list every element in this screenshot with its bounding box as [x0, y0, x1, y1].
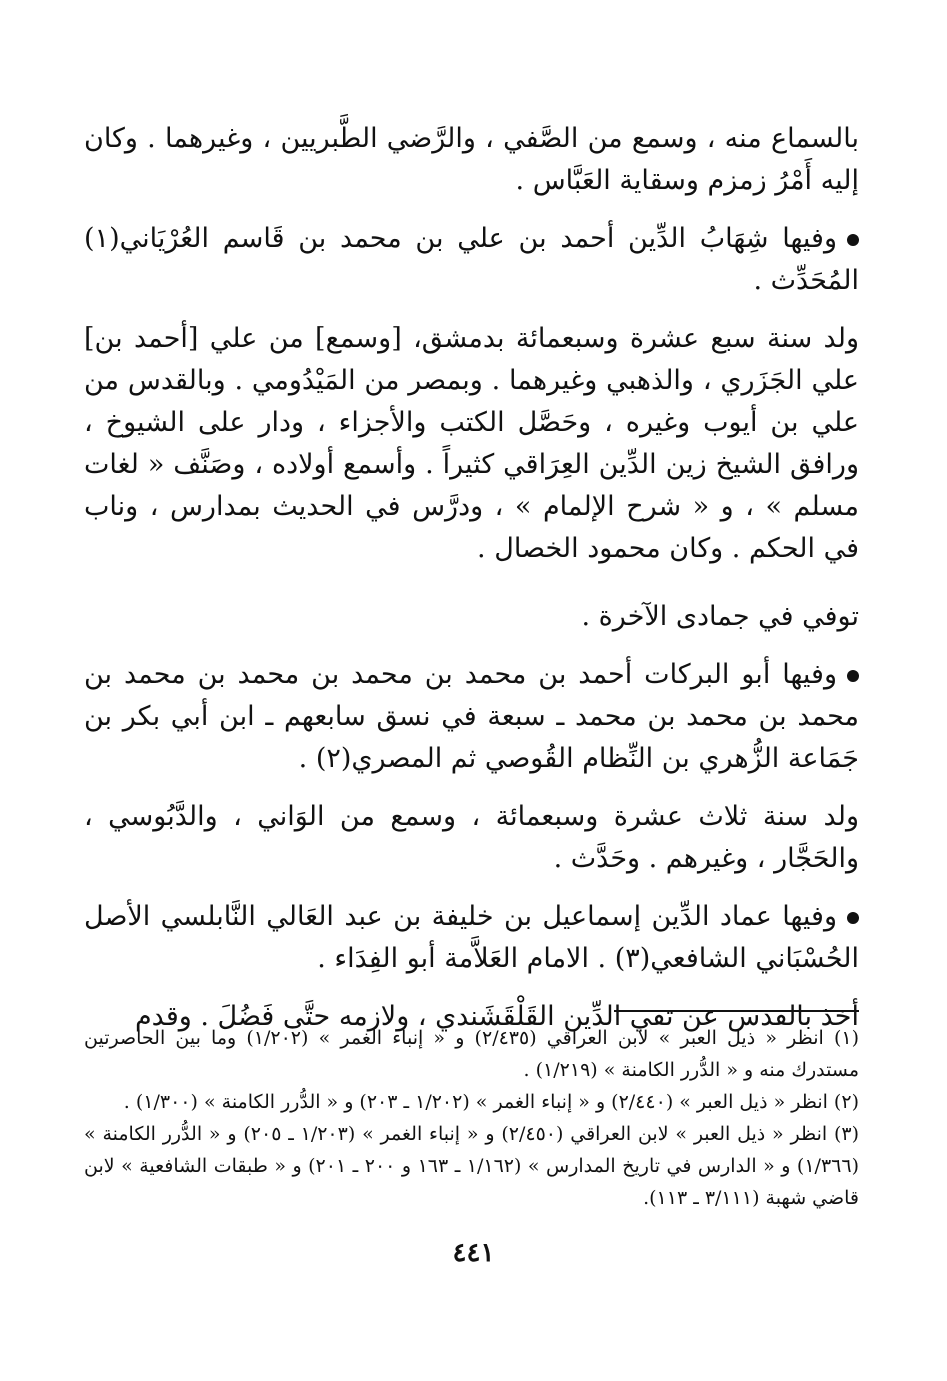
footnote: (٢) انظر « ذيل العبر » (٢/٤٤٠) و « إنباء الغمر » (١/٢٠٢ ـ ٢٠٣) و « الدُّرر الكامنة » (١/٣٠٠) .: [123, 1091, 859, 1113]
bullet-icon: [847, 912, 859, 924]
paragraph: ولد سنة سبع عشرة وسبعمائة بدمشق، [وسمع] من علي [أحمد بن] علي الجَزَري ، والذهبي وغيرهما . وبمصر من المَيْدُومي . وبالقدس من علي بن أيوب وغيره ، وحَصَّل الكتب والأجزاء ، ودار على الشيوخ ، ورافق الشيخ زين الدِّين العِرَاقي كثيراً . وأسمع أولاده ، وصَنَّف « لغات مسلم » ، و « شرح الإلمام » ، ودرَّس في الحديث بمدارس ، وناب في الحكم . وكان محمود الخصال .: [84, 323, 859, 564]
paragraph-entry: وفيها أبو البركات أحمد بن محمد بن محمد بن محمد بن محمد بن محمد بن محمد بن محمد ـ سبعة في نسق سابعهم ـ ابن أبي بكر بن جَمَاعة الزُّهري بن النِّظام القُوصي ثم المصري(٢) .: [84, 659, 859, 774]
footnotes: [84, 1022, 859, 1214]
paragraph: ولد سنة ثلاث عشرة وسبعمائة ، وسمع من الوَاني ، والدَّبُوسي ، والحَجَّار ، وغيرهم . وحَدَّث .: [84, 801, 859, 874]
paragraph: توفي في جمادى الآخرة .: [581, 601, 859, 632]
main-text: [84, 118, 859, 1054]
footnote-divider: [614, 1010, 859, 1012]
footnote: (١) انظر « ذيل العبر » لابن العراقي (٢/٤٣٥) و « إنباء الغمر » (١/٢٠٢) وما بين الحاصرتين مستدرك منه و « الدُّرر الكامنة » (١/٢١٩) .: [84, 1027, 859, 1081]
paragraph: بالسماع منه ، وسمع من الصَّفي ، والرَّضي الطَّبريين ، وغيرهما . وكان إليه أَمْرُ زمزم وسقاية العَبَّاس .: [84, 123, 859, 196]
page-number: ٤٤١: [452, 1238, 495, 1268]
bullet-icon: [847, 670, 859, 682]
paragraph-entry: وفيها شِهَابُ الدِّين أحمد بن علي بن محمد بن قَاسم العُرْيَاني(١) المُحَدِّث .: [84, 223, 859, 296]
paragraph-entry: وفيها عماد الدِّين إسماعيل بن خليفة بن عبد العَالي النَّابلسي الأصل الحُسْبَاني الشافعي(٣) . الامام العَلاَّمة أبو الفِدَاء .: [84, 901, 859, 974]
paragraph: أخذ بالقدس عن تقي الدِّين القَلْقَشَندي ، ولازمه حتَّى فَضُلَ . وقدم: [134, 1001, 859, 1032]
footnote: (٣) انظر « ذيل العبر » لابن العراقي (٢/٤٥٠) و « إنباء الغمر » (١/٢٠٣ ـ ٢٠٥) و « الدُّرر الكامنة » (١/٣٦٦) و « الدارس في تاريخ المدارس » (١/١٦٢ ـ ١٦٣ و ٢٠٠ ـ ٢٠١) و « طبقات الشافعية » لابن قاضي شهبة (٣/١١١ ـ ١١٣).: [84, 1123, 860, 1209]
bullet-icon: [847, 234, 859, 246]
